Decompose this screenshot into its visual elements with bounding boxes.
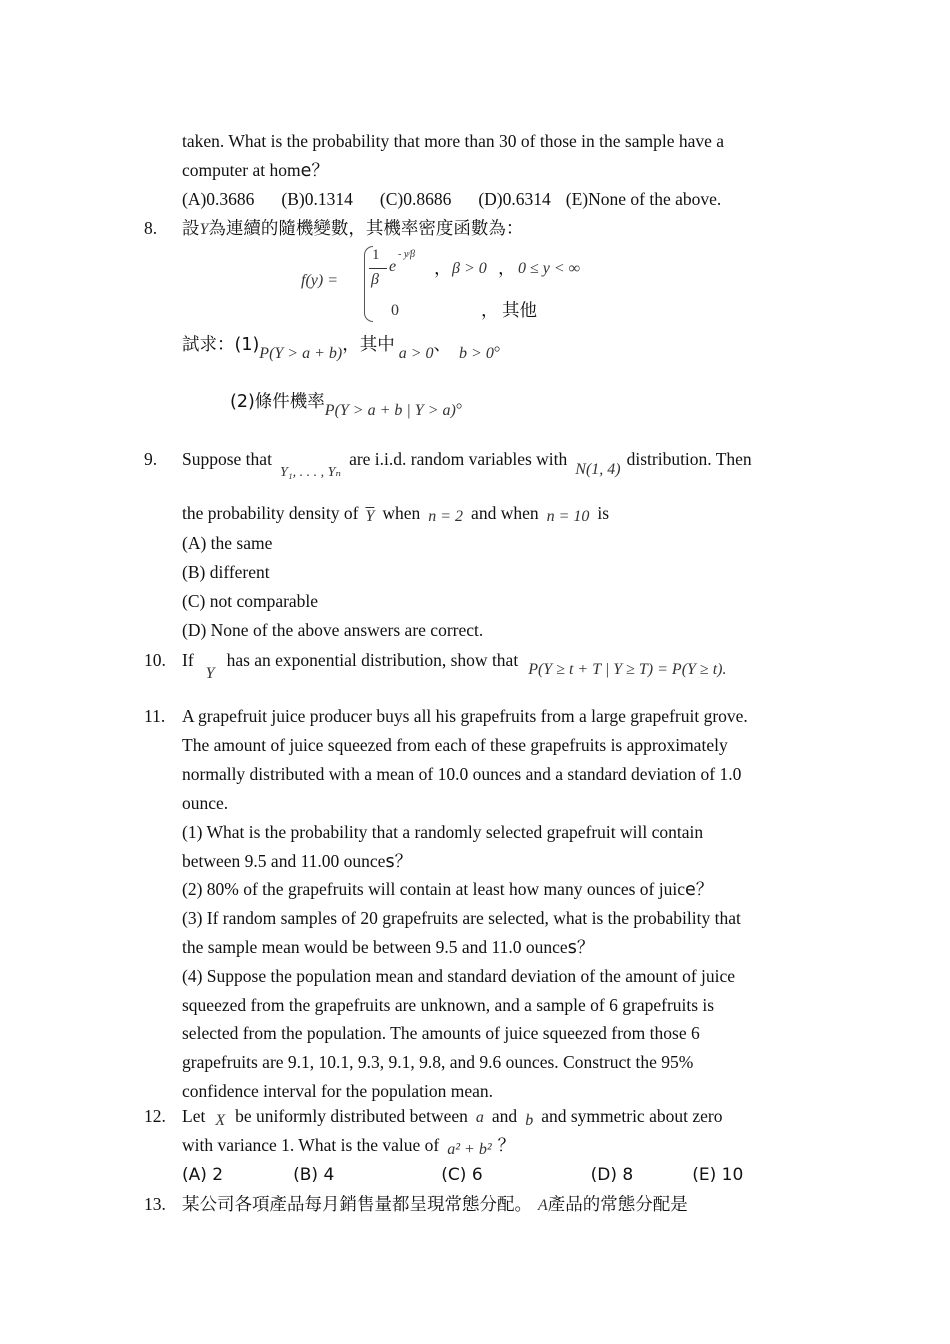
q7-option-e: (E)None of the above. (565, 189, 722, 209)
q8-cond-sep: ， (434, 259, 452, 279)
q12-line2: with variance 1. What is the value of a² + b² ？ (182, 1135, 516, 1158)
q11-number: 11. (144, 706, 166, 726)
q11-line3: normally distributed with a mean of 10.0 ounces and a standard deviation of 1.0 (182, 764, 742, 784)
q12-option-e: (E) 10 (692, 1165, 744, 1185)
q7-option-a: (A)0.3686 (182, 189, 255, 209)
q8-number: 8. (144, 218, 158, 238)
q8-f-lhs: f(y) = (301, 272, 338, 289)
q10-line: IfYhas an exponential distribution, show that P(Y ≥ t + T | Y ≥ T) = P(Y ≥ t). (182, 650, 727, 682)
q12-option-d: (D) 8 (590, 1165, 634, 1185)
q12-option-c: (C) 6 (441, 1165, 483, 1185)
q9-line2: the probability density of $\overline{Y}$ when n = 2 and when n = 10 is (182, 503, 610, 525)
q11-line9: the sample mean would be between 9.5 and 11.0 ounces？ (182, 937, 595, 958)
q13-line1: 某公司各項產品每月銷售量都呈現常態分配。 A產品的常態分配是 (182, 1195, 688, 1215)
q9-option-a: (A) the same (182, 533, 273, 553)
q11-line2: The amount of juice squeezed from each of these grapefruits is approximately (182, 735, 728, 755)
q8-frac-num: 1 (372, 247, 380, 263)
q13-number: 13. (144, 1194, 166, 1214)
q11-line12: selected from the population. The amounts of juice squeezed from those 6 (182, 1023, 700, 1043)
q8-intro: 設Y為連續的隨機變數，其機率密度函數為： (182, 219, 524, 239)
q12-number: 12. (144, 1106, 166, 1126)
q8-case2-val: 0 (391, 302, 399, 319)
q7-option-c: (C)0.8686 (379, 189, 452, 209)
q8-frac-den: β (371, 271, 379, 288)
q12-option-b: (B) 4 (293, 1165, 335, 1185)
q7-line2: computer at home？ (182, 160, 329, 181)
q8-ask2-expr: P(Y > a + b | Y > a) (324, 402, 456, 419)
q8-ask1: 試求：(1)P(Y > a + b)，其中 a > 0、 b > 0。 (182, 335, 512, 362)
q11-line10: (4) Suppose the population mean and standard deviation of the amount of juice (182, 966, 736, 986)
q11-line6: between 9.5 and 11.00 ounces？ (182, 851, 413, 872)
q8-exp-base: e (389, 258, 397, 275)
q11-line5: (1) What is the probability that a randomly selected grapefruit will contain (182, 822, 704, 842)
q9-option-d: (D) None of the above answers are correct. (182, 620, 484, 640)
q9-line1: Suppose that$_{Y_1, . . . , Y_n}$are i.i.d. random variables withN(1, 4)distribution. Then (182, 449, 752, 480)
q11-line11: squeezed from the grapefruits are unknown, and a sample of 6 grapefruits is (182, 995, 715, 1015)
q8-cond-beta: β > 0 (452, 260, 487, 277)
q12-options (182, 1164, 743, 1186)
q12-line1: Let X be uniformly distributed between a and b and symmetric about zero (182, 1106, 723, 1129)
q11-line7: (2) 80% of the grapefruits will contain at least how many ounces of juice？ (182, 879, 714, 900)
q8-exp-power: - y⁄β (398, 249, 415, 260)
q8-ask2: (2)條件機率P(Y > a + b | Y > a)。 (230, 392, 474, 419)
q11-line14: confidence interval for the population mean. (182, 1081, 493, 1101)
q11-line8: (3) If random samples of 20 grapefruits are selected, what is the probability that (182, 908, 741, 928)
q11-line4: ounce. (182, 793, 229, 813)
q7-line1: taken. What is the probability that more than 30 of those in the sample have a (182, 131, 725, 151)
q11-line13: grapefruits are 9.1, 10.1, 9.3, 9.1, 9.8, and 9.6 ounces. Construct the 95% (182, 1052, 694, 1072)
q8-cond-y: 0 ≤ y < ∞ (518, 260, 581, 277)
q8-ask1-expr: P(Y > a + b) (259, 345, 343, 362)
q9-option-b: (B) different (182, 562, 270, 582)
q9-number: 9. (144, 449, 158, 469)
q9-option-c: (C) not comparable (182, 591, 319, 611)
q8-cond-sep2: ， (498, 259, 516, 279)
q7-option-d: (D)0.6314 (478, 189, 551, 209)
q10-number: 10. (144, 650, 166, 670)
q11-line1: A grapefruit juice producer buys all his grapefruits from a large grapefruit grove. (182, 706, 748, 726)
q7-option-b: (B)0.1314 (281, 189, 353, 209)
q8-case2-sep: ， (481, 301, 499, 321)
q7-options (182, 188, 721, 210)
q8-case2-text: 其他 (502, 301, 537, 321)
q12-option-a: (A) 2 (182, 1165, 224, 1185)
